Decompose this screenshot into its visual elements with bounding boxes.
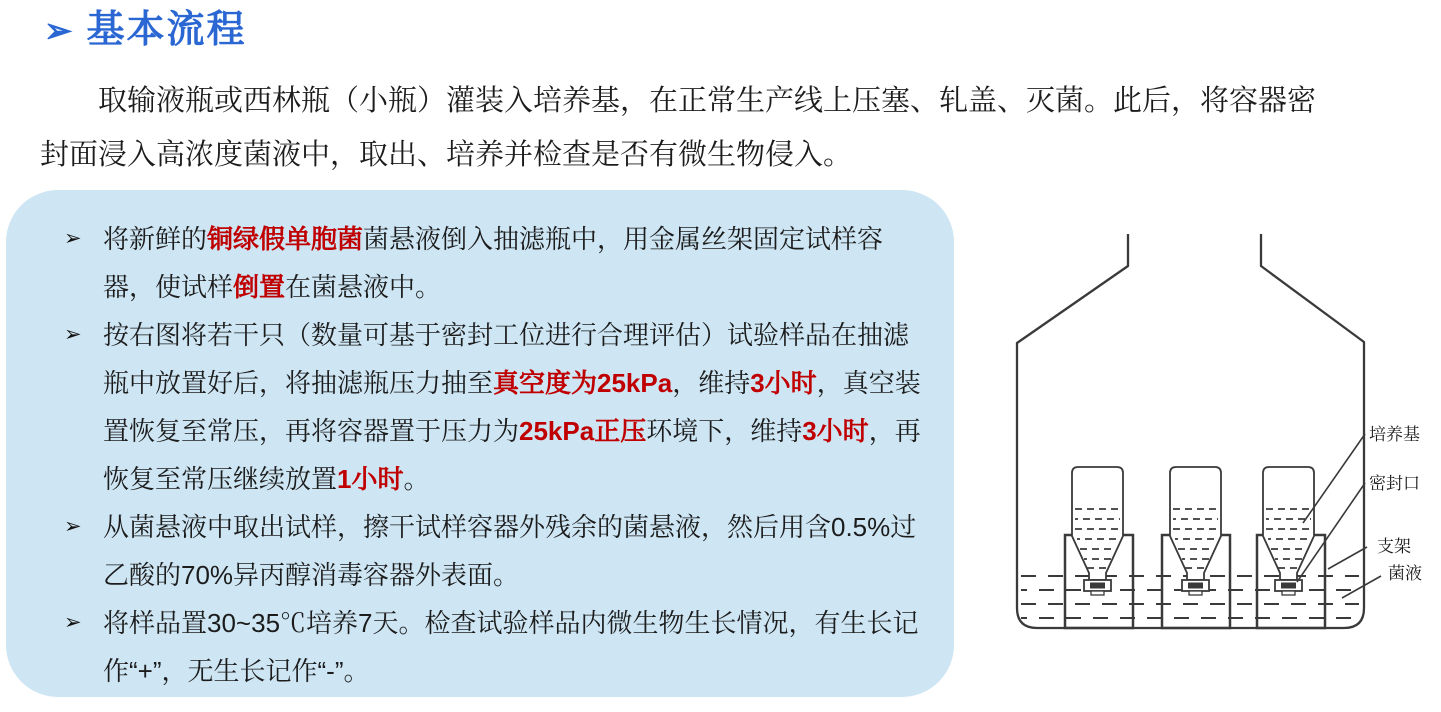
procedure-step [64, 215, 932, 311]
procedure-step-text: 从菌悬液中取出试样，擦干试样容器外残余的菌悬液，然后用含0.5%过乙酸的70%异丙醇消毒容器外表面。 [103, 512, 917, 590]
procedure-list [64, 215, 932, 695]
procedure-step [64, 599, 932, 695]
diagram-labels [1369, 425, 1422, 584]
procedure-box [6, 190, 954, 697]
bullet-arrow-icon: ➢ [64, 227, 82, 250]
page-title: 基本流程 [86, 9, 247, 51]
bullet-arrow-icon: ➢ [64, 611, 82, 634]
slide-title-row [44, 4, 247, 56]
bullet-arrow-icon: ➢ [64, 515, 82, 538]
label-bacterial-liquid: 菌液 [1388, 564, 1422, 584]
procedure-step-text: 将新鲜的铜绿假单胞菌菌悬液倒入抽滤瓶中，用金属丝架固定试样容器，使试样倒置在菌悬液中。 [103, 224, 884, 302]
label-culture-medium: 培养基 [1369, 425, 1420, 445]
title-arrow-icon: ➢ [44, 12, 73, 50]
procedure-step-text: 按右图将若干只（数量可基于密封工位进行合理评估）试验样品在抽滤瓶中放置好后，将抽滤瓶压力抽至真空度为25kPa，维持3小时，真空装置恢复至常压，再将容器置于压力为25kPa正压环境下，维持3小时，再恢复至常压继续放置1小时。 [103, 320, 921, 494]
label-stand: 支架 [1377, 537, 1411, 557]
intro-paragraph: 取输液瓶或西林瓶（小瓶）灌装入培养基，在正常生产线上压塞、轧盖、灭菌。此后，将容器密封面浸入高浓度菌液中，取出、培养并检查是否有微生物侵入。 [40, 85, 1317, 171]
bullet-arrow-icon: ➢ [64, 323, 82, 346]
apparatus-diagram [985, 222, 1437, 667]
label-seal-port: 密封口 [1369, 474, 1420, 494]
procedure-step [64, 311, 932, 503]
procedure-step [64, 503, 932, 599]
procedure-step-text: 将样品置30~35℃培养7天。检查试验样品内微生物生长情况，有生长记作“+”，无生长记作“-”。 [103, 608, 919, 686]
